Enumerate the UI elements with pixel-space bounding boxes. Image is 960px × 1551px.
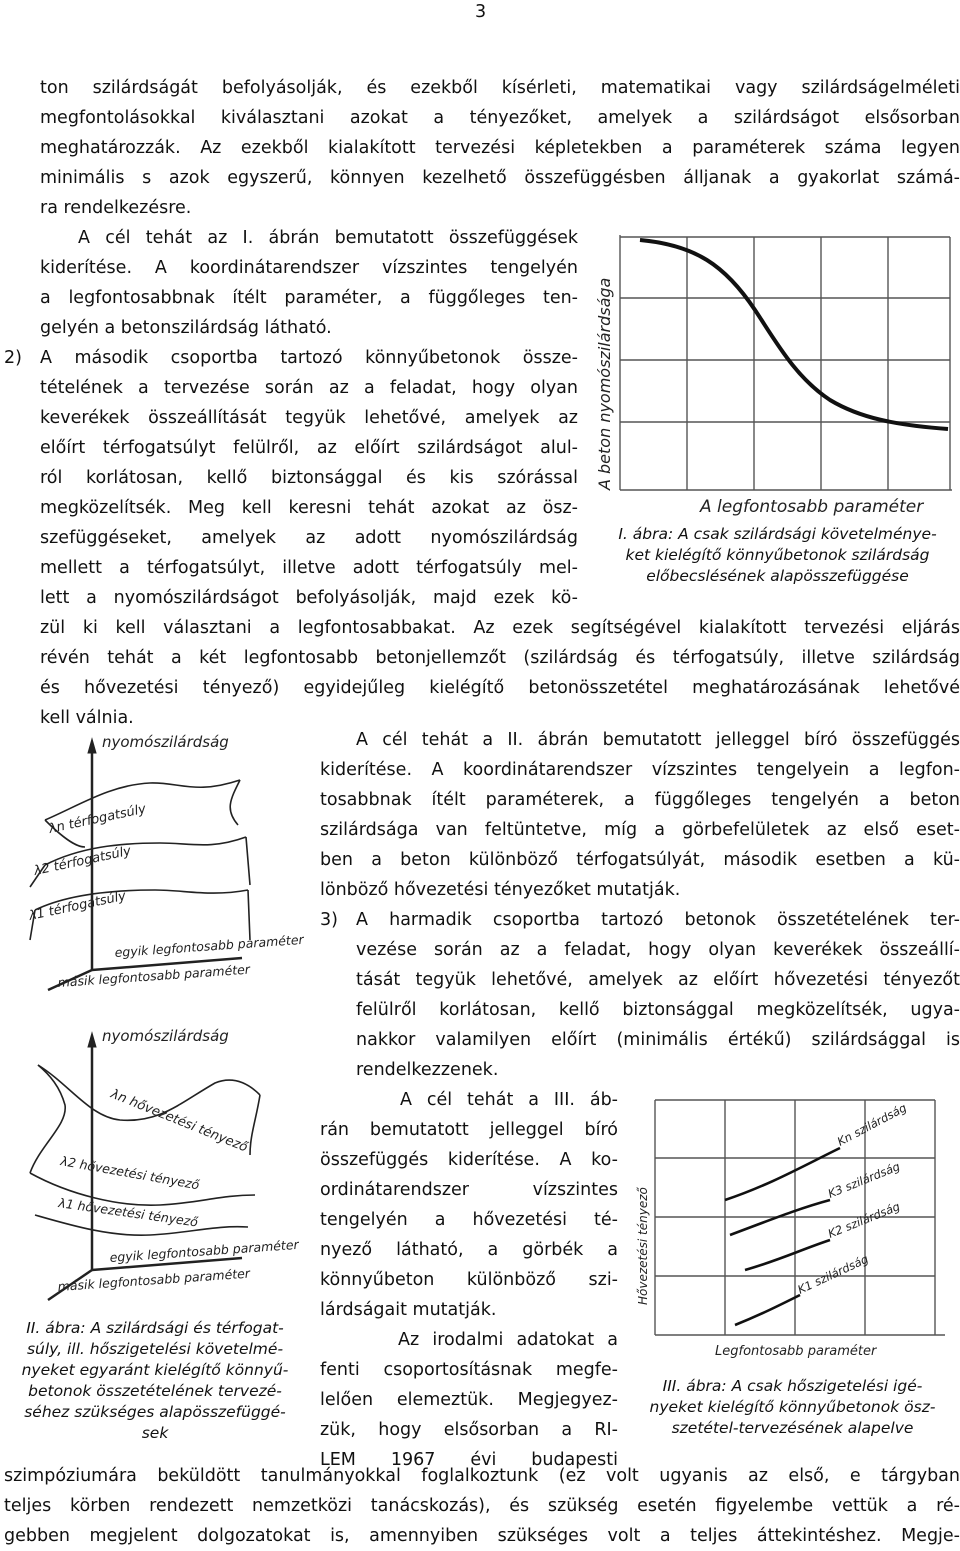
text-line: keverékek összeállítását tegyük lehetővé, amelyek az xyxy=(40,408,578,428)
text-line: szimpóziumára beküldött tanulmányokkal foglalkoztunk (ez volt ugyanis az első, e tárgyban xyxy=(4,1466,960,1486)
figure-3-x-label: Legfontosabb paraméter xyxy=(715,1344,877,1359)
text-line: zük, hogy elsősorban a RI- xyxy=(320,1420,618,1440)
figure-2-upper-axis-label: nyomószilárdság xyxy=(102,733,229,751)
text-line: lönböző hővezetési tényezőket mutatják. xyxy=(320,880,681,900)
figure-3-curve-label: K3 szilárdság xyxy=(825,1159,902,1201)
figure-3-curve xyxy=(725,1148,840,1200)
text-line: A cél tehát a III. áb- xyxy=(400,1090,618,1110)
figure-2-upper-x-label: egyik legfontosabb paraméter xyxy=(114,931,305,960)
text-line: A cél tehát az I. ábrán bemutatott összefüggések xyxy=(78,228,578,248)
figure-2-surface-label: λ1 térfogatsúly xyxy=(27,888,128,924)
text-line: megfontolásokkal kiválasztani azokat a tényezőket, amelyek a szilárdságot elsősorban xyxy=(40,108,960,128)
text-line: lett a nyomószilárdságot befolyásolják, majd ezek kö- xyxy=(40,588,578,608)
text-line: kell válnia. xyxy=(40,708,134,728)
figure-3-curve-label: Kn szilárdság xyxy=(834,1100,909,1149)
text-line: szilárdsága van feltüntetve, míg a görbefelületek az első eset- xyxy=(320,820,960,840)
figure-2-surface-label: λn hővezetési tényező xyxy=(108,1086,250,1156)
figure-3-plot xyxy=(630,1100,960,1365)
text-line: kiderítése. A koordinátarendszer vízszintes tengelyén xyxy=(40,258,578,278)
text-line: könnyűbeton különböző szi- xyxy=(320,1270,618,1290)
text-line: nakkor valamilyen előírt (minimális értékű) szilárdsággal is xyxy=(356,1030,960,1050)
text-line: megközelítsék. Meg kell keresni tehát azokat az ösz- xyxy=(40,498,578,518)
text-line: teljes körben rendezett nemzetközi tanácskozás), és szükség esetén figyelembe vettük a ré- xyxy=(4,1496,960,1516)
text-line: előírt térfogatsúlyt felülről, az előírt szilárdságot alul- xyxy=(40,438,578,458)
figure-3-y-label: Hővezetési tényező xyxy=(636,1187,650,1305)
text-line: és hővezetési tényező) egyidejűleg kielégítő betonösszetétel meghatározásának lehetővé xyxy=(40,678,960,698)
figure-1-x-label: A legfontosabb paraméter xyxy=(700,497,924,517)
figure-2-surface-label: λ2 hővezetési tényező xyxy=(59,1153,201,1193)
list-number: 3) xyxy=(320,910,338,930)
text-line: ben a beton különböző térfogatsúlyát, második esetben a kü- xyxy=(320,850,960,870)
text-line: szefüggéseket, amelyek az adott nyomószilárdság xyxy=(40,528,578,548)
text-line: A cél tehát a II. ábrán bemutatott jelleggel bíró összefüggés xyxy=(356,730,960,750)
text-line: tételének a tervezése során az a feladat, hogy olyan xyxy=(40,378,578,398)
text-line: gebben megjelent dolgozatokat is, amennyiben szükséges volt a teljes áttekintéshez. Megje- xyxy=(4,1526,960,1546)
text-line: rendelkezzenek. xyxy=(356,1060,499,1080)
figure-1-caption: I. ábra: A csak szilárdsági követelménye- ket kielégítő könnyűbetonok szilárdság előbecslésének alapösszefüggése xyxy=(618,525,937,585)
text-line: LEM 1967 évi budapesti xyxy=(320,1450,618,1470)
figure-2-lower-x-label: egyik legfontosabb paraméter xyxy=(109,1236,300,1265)
text-line: nyező látható, a görbék a xyxy=(320,1240,618,1260)
figure-3-curve xyxy=(735,1295,800,1325)
page-number: 3 xyxy=(475,2,487,22)
text-line: összefüggés kiderítése. A ko- xyxy=(320,1150,618,1170)
text-line: ton szilárdságát befolyásolják, és ezekből kísérleti, matematikai vagy szilárdságelméleti xyxy=(40,78,960,98)
figure-3-curve-label: K1 szilárdság xyxy=(795,1251,871,1297)
figure-1-plot xyxy=(590,215,955,525)
figure-1-curve xyxy=(640,240,948,429)
text-line: Az irodalmi adatokat a xyxy=(398,1330,618,1350)
figure-2-surface-label: λ1 hővezetési tényező xyxy=(57,1195,199,1230)
list-number: 2) xyxy=(4,348,22,368)
text-line: mellett a térfogatsúlyt, illetve adott térfogatsúly mel- xyxy=(40,558,578,578)
figure-2-upper-z-label: másik legfontosabb paraméter xyxy=(57,961,251,990)
text-line: révén tehát a két legfontosabb betonjellemzőt (szilárdság és térfogatsúly, illetve szilárdság xyxy=(40,648,960,668)
text-line: a legfontosabbnak ítélt paraméter, a függőleges ten- xyxy=(40,288,578,308)
figure-2-surface-label: λ2 térfogatsúly xyxy=(32,843,133,879)
text-line: minimális s azok egyszerű, könnyen kezelhető összefüggésben álljanak a gyakorlat számá- xyxy=(40,168,960,188)
figure-2-lower-axis-label: nyomószilárdság xyxy=(102,1027,229,1045)
figure-2-lower-z-label: másik legfontosabb paraméter xyxy=(57,1265,251,1294)
text-line: A második csoportba tartozó könnyűbetonok össze- xyxy=(40,348,578,368)
text-line: rán bemutatott jelleggel bíró xyxy=(320,1120,618,1140)
text-line: lárdságait mutatják. xyxy=(320,1300,497,1320)
text-line: gelyén a betonszilárdság látható. xyxy=(40,318,332,338)
figure-3-curve xyxy=(745,1240,830,1270)
figure-1-y-label: A beton nyomószilárdsága xyxy=(595,277,614,490)
text-line: kiderítése. A koordinátarendszer vízszintes tengelyein a legfon- xyxy=(320,760,960,780)
text-line: tengelyén a hővezetési té- xyxy=(320,1210,618,1230)
figure-2-caption: II. ábra: A szilárdsági és térfogat- súly, ill. hőszigetelési követelmé- nyeket egyaránt kielégítő könnyű- betonok összetételének tervezé- séhez szükséges alapösszefüggé- sek xyxy=(21,1319,289,1442)
text-line: felülről korlátosan, kellő biztonsággal megközelítsék, ugya- xyxy=(356,1000,960,1020)
text-line: fenti csoportosításnak megfe- xyxy=(320,1360,618,1380)
text-line: zül ki kell választani a legfontosabbakat. Az ezek segítségével kialakított tervezési eljárás xyxy=(40,618,960,638)
text-line: ordinátarendszer vízszintes xyxy=(320,1180,618,1200)
text-line: A harmadik csoportba tartozó betonok összetételének ter- xyxy=(356,910,960,930)
text-line: meghatározzák. Az ezekből kialakított tervezési képletekben a paraméterek száma legyen xyxy=(40,138,960,158)
text-line: ról korlátosan, kellő biztonsággal és kis szórással xyxy=(40,468,578,488)
figure-3-curve-label: K2 szilárdság xyxy=(825,1199,902,1241)
text-line: ra rendelkezésre. xyxy=(40,198,192,218)
figure-2-surface-label: λn térfogatsúly xyxy=(47,801,148,837)
text-line: vezése során az a feladat, hogy olyan keverékek összeállí- xyxy=(356,940,960,960)
text-line: tosabbnak ítélt paraméterek, a függőleges tengelyén a beton xyxy=(320,790,960,810)
figure-3-caption: III. ábra: A csak hőszigetelési igé- nyeket kielégítő könnyűbetonok ösz- szetétel-tervezésének alapelve xyxy=(649,1377,936,1437)
text-line: tását tegyük lehetővé, amelyek az előírt hővezetési tényezőt xyxy=(356,970,960,990)
figure-2-plot xyxy=(10,725,310,1315)
text-line: lelően elemeztük. Megjegyez- xyxy=(320,1390,618,1410)
